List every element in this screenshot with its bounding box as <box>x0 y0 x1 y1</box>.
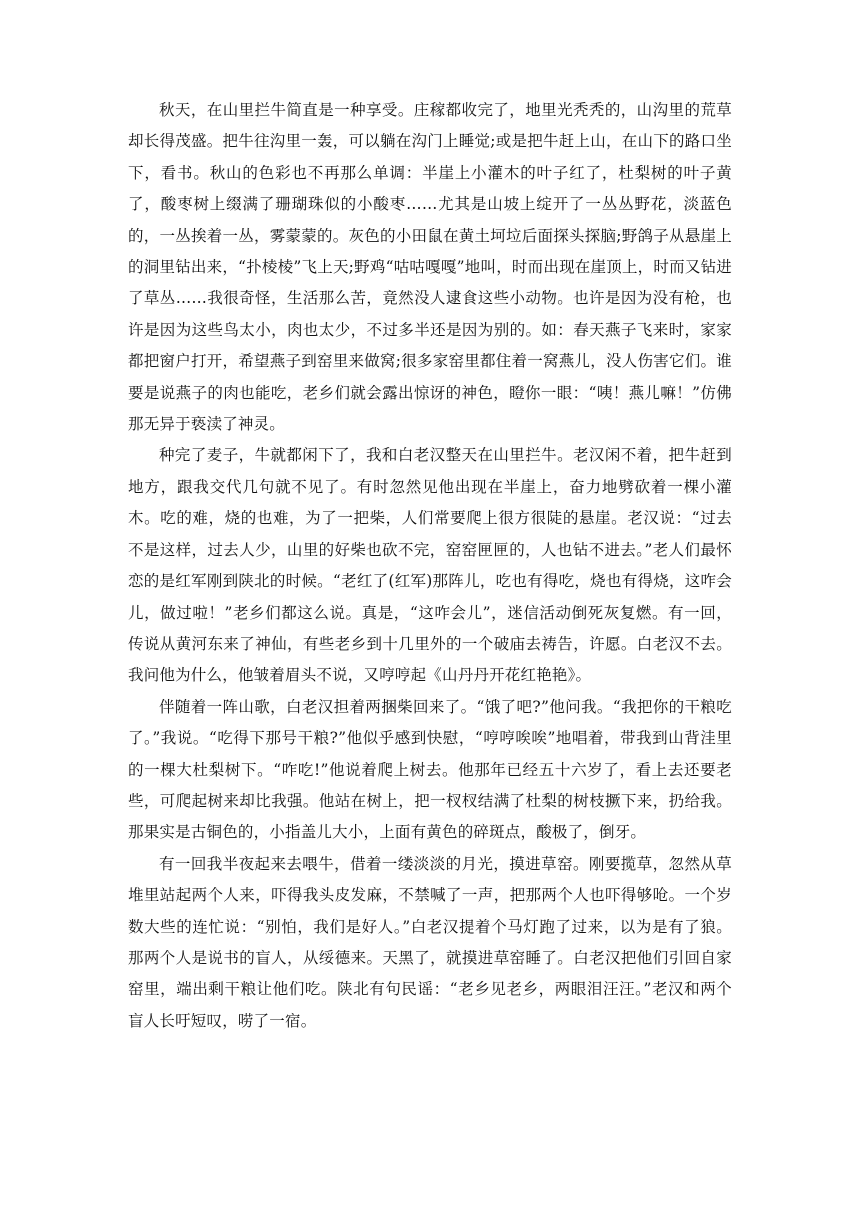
paragraph-1: 秋天，在山里拦牛简直是一种享受。庄稼都收完了，地里光秃秃的，山沟里的荒草却长得茂盛。把牛往沟里一轰，可以躺在沟门上睡觉;或是把牛赶上山，在山下的路口坐下，看书。秋山的色彩也不再那么单调：半崖上小灌木的叶子红了，杜梨树的叶子黄了，酸枣树上缀满了珊瑚珠似的小酸枣……尤其是山坡上绽开了一丛丛野花，淡蓝色的，一丛挨着一丛，雾蒙蒙的。灰色的小田鼠在黄土坷垃后面探头探脑;野鸽子从悬崖上的洞里钻出来，“扑棱棱”飞上天;野鸡“咕咕嘎嘎”地叫，时而出现在崖顶上，时而又钻进了草丛……我很奇怪，生活那么苦，竟然没人逮食这些小动物。也许是因为没有枪，也许是因为这些鸟太小，肉也太少，不过多半还是因为别的。如：春天燕子飞来时，家家都把窗户打开，希望燕子到窑里来做窝;很多家窑里都住着一窝燕儿，没人伤害它们。谁要是说燕子的肉也能吃，老乡们就会露出惊讶的神色，瞪你一眼：“咦！燕儿嘛！”仿佛那无异于亵渎了神灵。 <box>128 101 732 434</box>
paragraph-2: 种完了麦子，牛就都闲下了，我和白老汉整天在山里拦牛。老汉闲不着，把牛赶到地方，跟我交代几句就不见了。有时忽然见他出现在半崖上，奋力地劈砍着一棵小灌木。吃的难，烧的也难，为了一把柴，人们常要爬上很方很陡的悬崖。老汉说：“过去不是这样，过去人少，山里的好柴也砍不完，窑窑匣匣的，人也钻不进去。”老人们最怀恋的是红军刚到陕北的时候。“老红了(红军)那阵儿，吃也有得吃，烧也有得烧，这咋会儿，做过啦！”老乡们都这么说。真是，“这咋会儿”，迷信活动倒死灰复燃。有一回，传说从黄河东来了神仙，有些老乡到十几里外的一个破庙去祷告，许愿。白老汉不去。我问他为什么，他皱着眉头不说，又哼哼起《山丹丹开花红艳艳》。 <box>128 446 732 685</box>
document-body <box>128 95 732 1037</box>
paragraph-4: 有一回我半夜起来去喂牛，借着一缕淡淡的月光，摸进草窑。刚要揽草，忽然从草堆里站起两个人来，吓得我头皮发麻，不禁喊了一声，把那两个人也吓得够呛。一个岁数大些的连忙说：“别怕，我们是好人。”白老汉提着个马灯跑了过来，以为是有了狼。那两个人是说书的盲人，从绥德来。天黑了，就摸进草窑睡了。白老汉把他们引回自家窑里，端出剩干粮让他们吃。陕北有句民谣：“老乡见老乡，两眼泪汪汪。”老汉和两个盲人长吁短叹，唠了一宿。 <box>128 854 732 1030</box>
paragraph-3: 伴随着一阵山歌，白老汉担着两捆柴回来了。“饿了吧?”他问我。“我把你的干粮吃了。”我说。“吃得下那号干粮?”他似乎感到快慰，“哼哼唉唉”地唱着，带我到山背洼里的一棵大杜梨树下。“咋吃!”他说着爬上树去。他那年已经五十六岁了，看上去还要老些，可爬起树来却比我强。他站在树上，把一杈杈结满了杜梨的树枝撅下来，扔给我。那果实是古铜色的，小指盖儿大小，上面有黄色的碎斑点，酸极了，倒牙。 <box>128 697 732 842</box>
